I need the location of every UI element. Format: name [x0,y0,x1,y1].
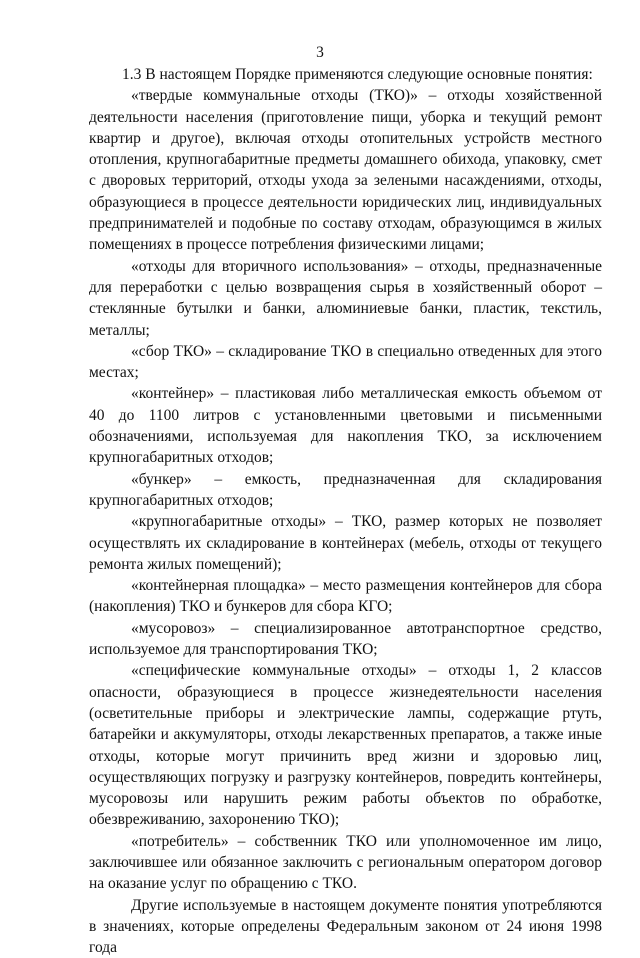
document-body [89,64,602,958]
paragraph-definition-tko: «твердые коммунальные отходы (ТКО)» – отходы хозяйственной деятельности населения (приготовление пищи, уборка и текущий ремонт квартир и другое), включая отходы отопительных устройств местного отопления, крупногабаритные предметы домашнего обихода, упаковку, смет с дворовых территорий, отходы ухода за зелеными насаждениями, отходы, образующиеся в процессе деятельности юридических лиц, индивидуальных предпринимателей и подобные по составу отходам, образующимся в жилых помещениях в процессе потребления физическими лицами; [89,87,602,254]
paragraph-definition-specific-waste: «специфические коммунальные отходы» – отходы 1, 2 классов опасности, образующиеся в процессе жизнедеятельности населения (осветительные приборы и электрические лампы, содержащие ртуть, батарейки и аккумуляторы, отходы лекарственных препаратов, а также иные отходы, которые могут причинить вред жизни и здоровью лиц, осуществляющих погрузку и разгрузку контейнеров, повредить контейнеры, мусоровозы или нарушить режим работы объектов по обработке, обезвреживанию, захоронению ТКО); [89,662,602,829]
paragraph-intro: 1.3 В настоящем Порядке применяются следующие основные понятия: [122,66,593,83]
paragraph-definition-container: «контейнер» – пластиковая либо металлическая емкость объемом от 40 до 1100 литров с установленными цветовыми и письменными обозначениями, используемая для накопления ТКО, за исключением крупногабаритных отходов; [89,385,602,467]
paragraph-definition-consumer: «потребитель» – собственник ТКО или уполномоченное им лицо, заключившее или обязанное заключить с региональным оператором договор на оказание услуг по обращению с ТКО. [89,832,602,893]
paragraph-definition-recyclable-waste: «отходы для вторичного использования» – отходы, предназначенные для переработки с целью возвращения сырья в хозяйственный оборот – стеклянные бутылки и банки, алюминиевые банки, пластик, текстиль, металлы; [89,257,602,339]
paragraph-other-terms: Другие используемые в настоящем документе понятия употребляются в значениях, которые определены Федеральным законом от 24 июня 1998 года [89,896,602,957]
paragraph-definition-bunker: «бункер» – емкость, предназначенная для складирования крупногабаритных отходов; [89,470,602,509]
page-number: 3 [316,44,324,61]
paragraph-definition-garbage-truck: «мусоровоз» – специализированное автотранспортное средство, используемое для транспортирования ТКО; [89,619,602,659]
paragraph-definition-container-site: «контейнерная площадка» – место размещения контейнеров для сбора (накопления) ТКО и бункеров для сбора КГО; [89,577,602,616]
paragraph-definition-tko-collection: «сбор ТКО» – складирование ТКО в специально отведенных для этого местах; [89,342,602,382]
paragraph-definition-bulky-waste: «крупногабаритные отходы» – ТКО, размер которых не позволяет осуществлять их складирование в контейнерах (мебель, отходы от текущего ремонта жилых помещений); [89,513,602,573]
